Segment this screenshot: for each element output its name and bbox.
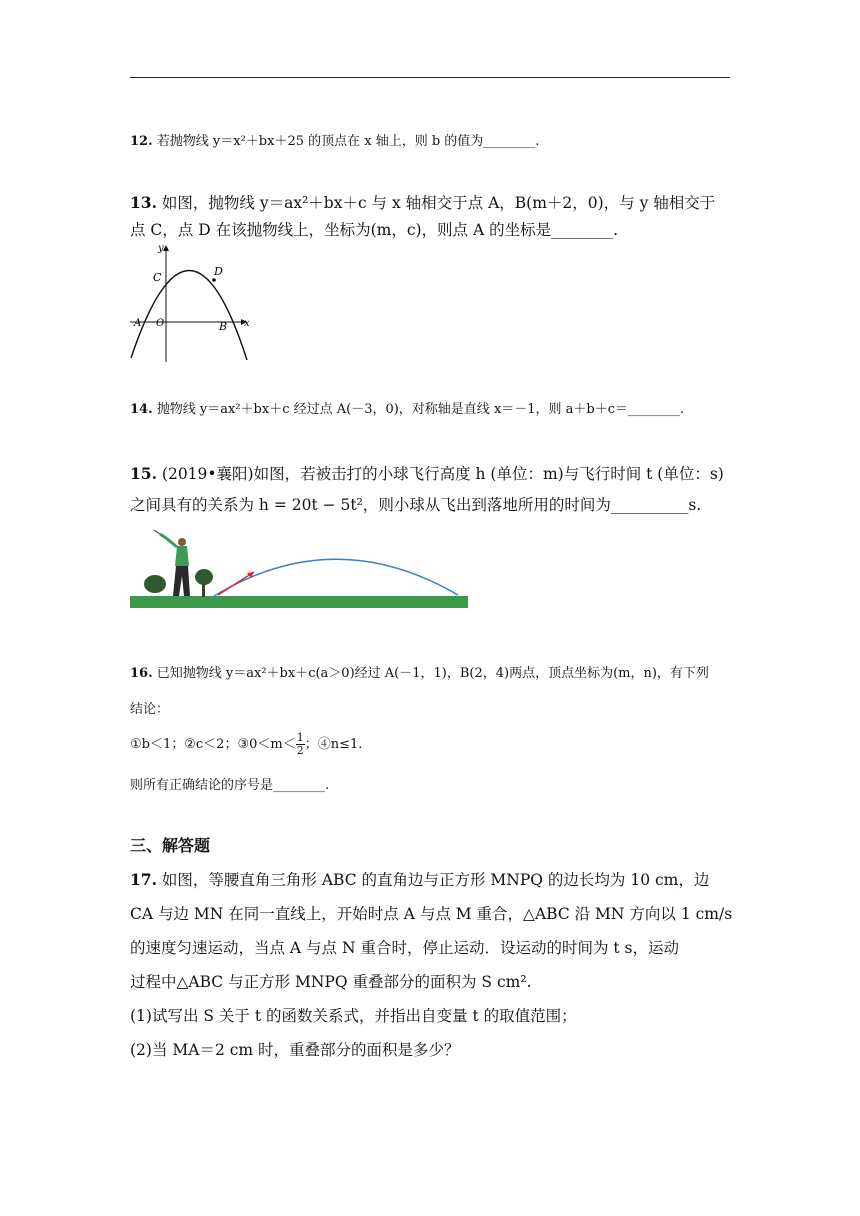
question-16-line4: 则所有正确结论的序号是________. — [130, 778, 330, 793]
bush — [195, 569, 213, 585]
question-text-line: CA 与边 MN 在同一直线上，开始时点 A 与点 M 重合，△ABC 沿 MN 方向以 1 cm/s — [130, 905, 733, 923]
question-number: 13. — [130, 193, 157, 212]
question-text-line: 过程中△ABC 与正方形 MNPQ 重叠部分的面积为 S cm². — [130, 973, 532, 991]
question-16 — [130, 664, 735, 684]
section-heading: 三、解答题 — [130, 836, 211, 855]
question-text-line: (2019•襄阳)如图，若被击打的小球飞行高度 h (单位：m)与飞行时间 t (单位：s) — [161, 465, 724, 483]
point-c-label: C — [153, 271, 162, 284]
bush — [144, 575, 166, 593]
golf-illustration — [130, 528, 468, 610]
parabola-curve — [131, 270, 247, 360]
grass-ground — [130, 596, 468, 608]
launch-arrow — [218, 572, 254, 595]
y-axis-label: y — [158, 243, 164, 254]
fraction: $\frac{1}{2}$ — [296, 731, 304, 757]
question-text-line: 之间具有的关系为 h = 20t − 5t²，则小球从飞出到落地所用的时间为__________s. — [130, 496, 702, 514]
point-a-label: A — [134, 318, 142, 329]
question-text: 若抛物线 y＝x²＋bx＋25 的顶点在 x 轴上，则 b 的值为________. — [156, 134, 540, 149]
question-text-line: 点 C，点 D 在该抛物线上，坐标为(m，c)，则点 A 的坐标是________. — [130, 221, 619, 239]
question-text-line: 如图，抛物线 y＝ax²＋bx＋c 与 x 轴相交于点 A，B(m＋2，0)，与 y 轴相交于 — [161, 194, 716, 212]
question-text-line: (1)试写出 S 关于 t 的函数关系式，并指出自变量 t 的取值范围； — [130, 1007, 577, 1025]
x-axis-label: x — [244, 318, 250, 329]
parabola-figure — [128, 240, 258, 365]
question-text: 抛物线 y＝ax²＋bx＋c 经过点 A(－3，0)，对称轴是直线 x＝－1，则 a＋b＋c＝________. — [156, 402, 685, 417]
point-d-label: D — [214, 265, 223, 278]
options-text: ①b＜1；②c＜2；③0＜m＜ — [130, 737, 296, 752]
options-text: ；④n≤1. — [304, 737, 363, 752]
question-15 — [130, 458, 735, 521]
question-text-line: 的速度匀速运动，当点 A 与点 N 重合时，停止运动．设运动的时间为 t s，运动 — [130, 939, 680, 957]
question-14 — [130, 400, 735, 420]
origin-label: O — [156, 318, 165, 329]
question-number: 12. — [130, 134, 153, 149]
ball-trajectory — [214, 559, 458, 596]
question-number: 14. — [130, 402, 153, 417]
question-13 — [130, 189, 735, 244]
question-16-line2: 结论： — [130, 702, 170, 717]
header-rule — [130, 77, 730, 78]
question-text-line: 如图，等腰直角三角形 ABC 的直角边与正方形 MNPQ 的边长均为 10 cm，边 — [161, 871, 710, 889]
question-12 — [130, 132, 735, 152]
question-text-line: (2)当 MA＝2 cm 时，重叠部分的面积是多少？ — [130, 1041, 460, 1059]
question-16-options — [130, 732, 735, 757]
question-text-line: 已知抛物线 y＝ax²＋bx＋c(a＞0)经过 A(－1，1)，B(2，4)两点，顶点坐标为(m，n)，有下列 — [156, 666, 709, 681]
question-17 — [130, 863, 735, 1067]
question-number: 17. — [130, 870, 157, 889]
question-number: 15. — [130, 464, 157, 483]
question-number: 16. — [130, 666, 153, 681]
point-b-label: B — [219, 320, 228, 333]
